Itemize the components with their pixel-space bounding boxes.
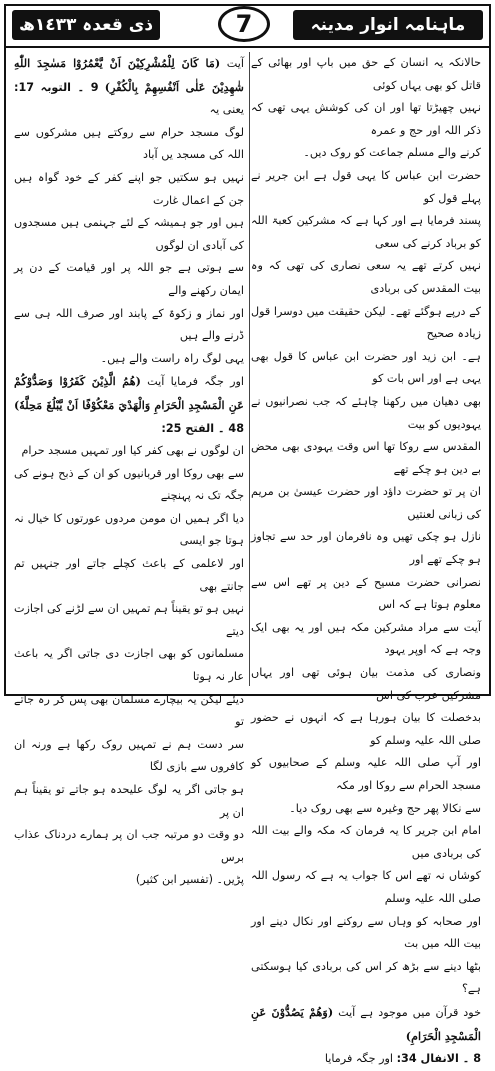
text-line: المقدس سے روکا تھا اس وقت یہودی بھی محض بے دین ہو چکے تھے <box>251 440 481 476</box>
text-line: کرنے والے مسلم جماعت کو روک دیں۔ <box>303 146 481 160</box>
text-fragment: اور جگہ فرمایا آیت <box>147 375 245 389</box>
verse-reference: 48 ۔ الفتح 25: <box>161 421 244 435</box>
page-frame <box>4 4 491 1066</box>
right-column <box>251 52 481 1066</box>
issue-date-label: ذی قعدہ ١٤٣٣ھ <box>12 10 160 40</box>
text-line <box>251 1048 481 1071</box>
text-line: پسند فرمایا ہے اور کہا ہے کہ مشرکین کعبۃ اللہ کو برباد کرنے کی سعی <box>251 214 481 250</box>
text-line: حالانکہ یہ انسان کے حق میں باپ اور بھائی کے قاتل کو بھی یہاں کوئی <box>251 56 481 92</box>
text-line: امام ابن جریر کا یہ فرمان کہ مکہ والے بیت اللہ کی بربادی میں <box>251 824 481 860</box>
text-line: نہیں چھیڑتا تھا اور ان کی کوشش یہی تھی کہ ذکر اللہ اور حج و عمرہ <box>251 101 481 137</box>
text-line: دو وقت دو مرتبہ جب ان پر ہمارے دردناک عذاب برس <box>14 828 244 864</box>
text-line: سے ہوتی ہے جو اللہ پر اور قیامت کے دن پر ایمان رکھنے والے <box>14 261 244 297</box>
text-line: بھی دھیان میں رکھنا چاہئے کہ جب نصرانیوں نے یہودیوں کو بیت <box>251 394 481 431</box>
text-line: یہی لوگ راہ راست والے ہیں۔ <box>100 351 244 365</box>
text-line: پڑیں۔ (تفسیر ابن کثیر) <box>135 873 244 887</box>
text-line: نازل ہو چکی تھیں وہ نافرمان اور حد سے تجاوز ہو چکے تھے اور <box>251 530 481 567</box>
page-number: 7 <box>218 6 270 42</box>
text-line: دیا اگر ہمیں ان مومن مردوں عورتوں کا خیال نہ ہوتا جو ایسی <box>14 511 244 548</box>
text-line: اور آپ صلی اللہ علیہ وسلم کے صحابیوں کو مسجد الحرام سے روکا اور مکہ <box>251 756 481 792</box>
text-line: نصرانی حضرت مسیح کے دین پر تھے اس سے معلوم ہوتا ہے کہ اس <box>251 575 481 612</box>
text-line: بٹھا دینے سے بڑھ کر اس کی بربادی کیا ہوسکتی ہے؟ <box>251 959 481 996</box>
quran-verse-text: وَهُمْ يَصُدُّوْنَ عَنِ الْمَسْجِدِ الْحَرَامِ <box>251 1004 481 1043</box>
magazine-title: ماہنامہ انوار مدینہ <box>293 10 483 40</box>
verse-reference: 8 ۔ الانفال 34: <box>396 1052 481 1066</box>
text-line: ان لوگوں نے بھی کفر کیا اور تمہیں مسجد حرام <box>21 444 244 458</box>
text-line: ہیں اور جو ہمیشہ کے لئے جہنمی ہیں مسجدوں کی آبادی ان لوگوں <box>14 216 244 252</box>
text-line: مسلمانوں کو بھی اجازت دی جاتی اگر یہ باعث عار نہ ہوتا <box>14 647 244 684</box>
text-line <box>14 370 244 440</box>
text-line: کوشاں نہ تھے اس کا جواب یہ ہے کہ رسول اللہ صلی اللہ علیہ وسلم <box>251 869 481 905</box>
text-line: سے نکالا پھر حج وغیرہ سے بھی روک دیا۔ <box>289 801 481 815</box>
text-line: ان پر تو حضرت داؤد اور حضرت عیسیٰ بن مریم کی زبانی لعنتیں <box>251 485 481 521</box>
text-fragment: آیت <box>226 57 244 70</box>
verse-reference: 9 ۔ التوبہ 17: <box>14 80 99 94</box>
quran-verse-arabic: (مَا كَانَ لِلْمُشْرِكِيْنَ اَنْ يَّعْمُرُوْا مَسٰجِدَ اللّٰهِ شٰهِدِيْنَ عَلٰى اَنْفُسِهِمْ بِالْكُفْرِ) <box>14 56 244 94</box>
text-line: ہو جاتی اگر یہ لوگ علیحدہ ہو جاتے تو یقیناً ہم ان پر <box>14 783 244 819</box>
text-line: لوگ مسجد حرام سے روکتے ہیں مشرکوں سے اللہ کی مسجد یں آباد <box>14 125 244 162</box>
text-line: کے درپے ہوگئے تھے۔ لیکن حقیقت میں دوسرا قول زیادہ صحیح <box>251 304 481 341</box>
text-line: ہے۔ ابن زید اور حضرت ابن عباس کا قول بھی یہی ہے اور اس بات کو <box>251 349 481 386</box>
text-line: نہیں ہو تو یقیناً ہم تمہیں ان سے لڑنے کی اجازت دیتے <box>14 602 244 638</box>
text-line: بدخصلت کا بیان ہورہا ہے کہ انہوں نے حضور صلی اللہ علیہ وسلم کو <box>251 711 481 747</box>
text-line: سر دست ہم نے تمہیں روک رکھا ہے ورنہ ان کافروں سے بازی لگا <box>14 737 244 774</box>
text-line: نہیں ہو سکتیں جو اپنے کفر کے خود گواہ ہیں جن کے اعمال غارت <box>14 170 244 207</box>
text-line: اور نماز و زکوۃ کے پابند اور صرف اللہ ہی سے ڈرنے والے ہیں <box>14 306 244 343</box>
page-header <box>6 6 489 48</box>
text-line: آیت سے مراد مشرکین مکہ ہیں اور یہ بھی ایک وجہ ہے کہ اوپر یہود <box>251 620 481 657</box>
text-line: اور صحابہ کو وہاں سے روکنے اور نکال دینے اور بیت اللہ میں بت <box>251 914 481 951</box>
text-fragment: اور جگہ فرمایا <box>324 1052 393 1066</box>
quran-verse-text: هُمُ الَّذِيْنَ كَفَرُوْا وَصَدُّوْكُمْ عَنِ الْمَسْجِدِ الْحَرَامِ وَالْهَدْيَ مَعْكُوْفًا اَنْ يَّبْلُغَ مَحِلَّهٗ <box>14 374 244 412</box>
text-line: سے بھی روکا اور قربانیوں کو ان کے ذبح ہونے کی جگہ تک نہ پہنچنے <box>14 466 244 503</box>
quran-verse-arabic: (هُمُ الَّذِيْنَ كَفَرُوْا وَصَدُّوْكُمْ عَنِ الْمَسْجِدِ الْحَرَامِ وَالْهَدْيَ مَعْكُوْفًا اَنْ يَّبْلُغَ مَحِلَّهٗ) <box>14 374 244 412</box>
text-line: حضرت ابن عباس کا یہی قول ہے ابن جریر نے پہلے قول کو <box>251 168 481 205</box>
quran-verse-text: مَا كَانَ لِلْمُشْرِكِيْنَ اَنْ يَّعْمُرُوْا مَسٰجِدَ اللّٰهِ شٰهِدِيْنَ عَلٰى اَنْفُسِهِمْ بِالْكُفْرِ <box>14 56 244 94</box>
column-divider <box>249 52 250 686</box>
text-fragment: یعنی یہ <box>209 103 244 117</box>
text-line: اور لاعلمی کے باعث کچلے جاتے اور جنہیں تم جانتے بھی <box>14 557 244 593</box>
text-line <box>14 52 244 122</box>
text-line: دیئے لیکن یہ بیچارے مسلمان بھی پس کر رہ جاتے تو <box>14 692 244 729</box>
text-line: ونصاری کی مذمت بیان ہوئی تھی اور یہاں مشرکین عرب کی اس <box>251 666 481 702</box>
text-line: نہیں کرتے تھے یہ سعی نصاری کی تھی کہ وہ بیت المقدس کی بربادی <box>251 259 481 295</box>
text-fragment: خود قرآن میں موجود ہے آیت <box>338 1005 481 1019</box>
text-line <box>251 1001 481 1048</box>
left-column <box>14 52 245 887</box>
quran-verse-arabic: (وَهُمْ يَصُدُّوْنَ عَنِ الْمَسْجِدِ الْحَرَامِ) <box>251 1004 481 1043</box>
